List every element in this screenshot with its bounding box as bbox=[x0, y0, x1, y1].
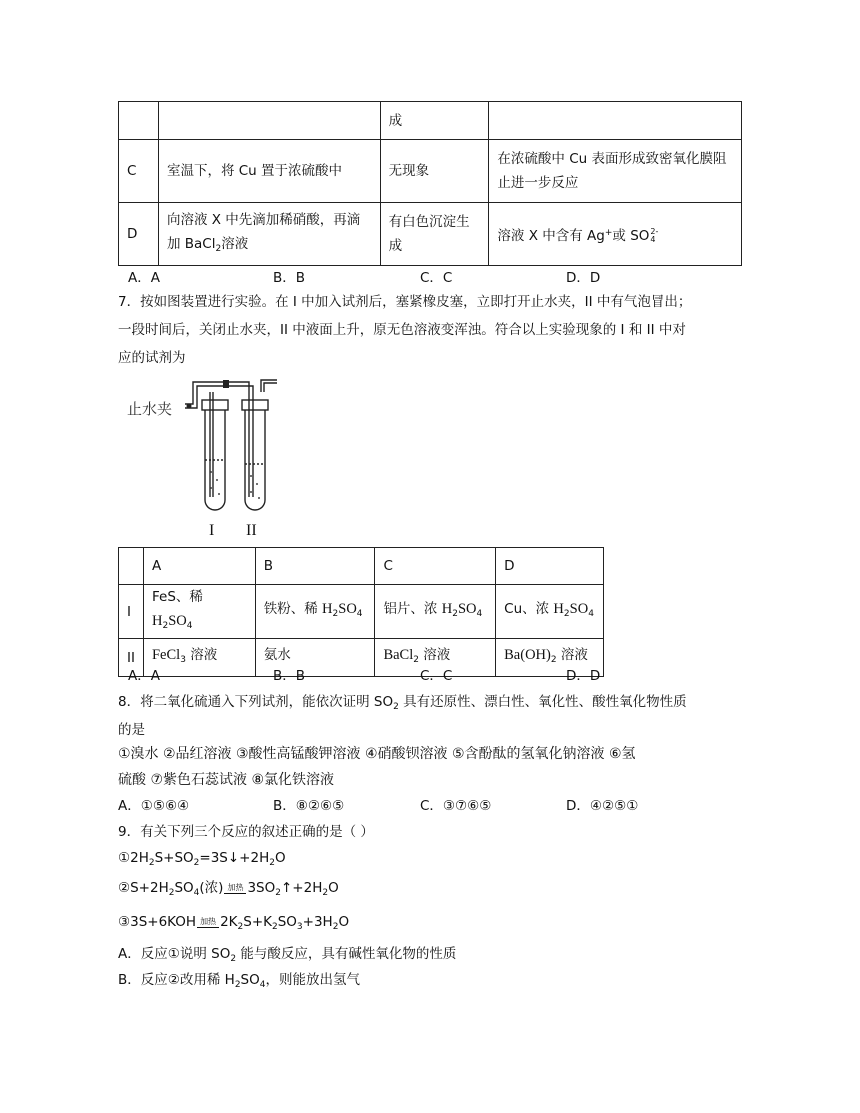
cell-text: 铁粉、稀 bbox=[263, 601, 323, 617]
condition-text: 加热 bbox=[227, 882, 244, 892]
q7-table bbox=[118, 547, 604, 677]
cell-text: 氨水 bbox=[263, 647, 291, 663]
subscript: 4 bbox=[193, 888, 200, 898]
table-cell bbox=[489, 203, 742, 266]
q8-stem-line-2: 的是 bbox=[118, 722, 145, 738]
reaction-1 bbox=[118, 848, 286, 873]
reaction-condition bbox=[197, 917, 219, 928]
table-cell bbox=[143, 585, 255, 639]
q6-table bbox=[118, 101, 742, 266]
equation-part: SO bbox=[277, 914, 297, 930]
q7-stem-line-3: 应的试剂为 bbox=[118, 350, 186, 366]
table-cell bbox=[158, 102, 380, 140]
table-cell: 成 bbox=[380, 102, 489, 140]
q7-stem-line-1: 7．按如图装置进行实验。在 I 中加入试剂后，塞紧橡皮塞，立即打开止水夹，II 中有气泡冒出； bbox=[118, 294, 692, 310]
stem-text: 具有还原性、漂白性、氧化性、酸性氧化物性质 bbox=[398, 694, 687, 710]
equation-part: O bbox=[338, 914, 350, 930]
condition-text: 加热 bbox=[200, 916, 217, 926]
tube-label-1: I bbox=[209, 522, 215, 539]
equation-part: 2K bbox=[220, 914, 238, 930]
table-header: B bbox=[255, 548, 375, 585]
table-row bbox=[119, 203, 742, 266]
option-b[interactable]: B．B bbox=[273, 668, 306, 684]
cell-text: FeS、稀 bbox=[151, 589, 203, 605]
clamp-label: 止水夹 bbox=[127, 400, 173, 418]
stem-text: 8．将二氧化硫通入下列试剂，能依次证明 SO bbox=[118, 694, 394, 710]
option-d[interactable]: D．D bbox=[566, 668, 601, 684]
subscript: 2 bbox=[452, 609, 458, 619]
option-d[interactable]: D．D bbox=[566, 270, 601, 286]
q8-reagents-line-2: 硫酸 ⑦紫色石蕊试液 ⑧氯化铁溶液 bbox=[118, 772, 335, 788]
superscript: 2- bbox=[650, 226, 659, 236]
cell-text: Cu、浓 bbox=[504, 601, 554, 617]
subscript: 2 bbox=[563, 609, 570, 619]
equation-part: ②S+2H bbox=[118, 880, 169, 896]
option-c[interactable]: C．③⑦⑥⑤ bbox=[420, 798, 492, 814]
subscript: 2 bbox=[332, 922, 339, 932]
cell-text: 或 SO bbox=[612, 227, 650, 244]
subscript: 4 bbox=[588, 609, 594, 619]
q8-options bbox=[118, 796, 758, 816]
table-cell: 室温下，将 Cu 置于浓硫酸中 bbox=[158, 140, 380, 203]
q8-reagents-line-1: ①溴水 ②品红溶液 ③酸性高锰酸钾溶液 ④硝酸钡溶液 ⑤含酚酞的氢氧化钠溶液 ⑥氢 bbox=[118, 746, 636, 762]
equation-part: O bbox=[274, 850, 286, 866]
subscript: 4 bbox=[356, 609, 363, 619]
option-a[interactable]: A．①⑤⑥④ bbox=[118, 798, 190, 814]
subscript: 4 bbox=[476, 609, 483, 619]
option-a[interactable]: A．A bbox=[128, 668, 160, 684]
formula: H bbox=[322, 601, 333, 617]
option-a[interactable]: A．A bbox=[128, 270, 160, 286]
formula: SO bbox=[168, 613, 187, 629]
q7-stem-line-2: 一段时间后，关闭止水夹，II 中液面上升，原无色溶液变浑浊。符合以上实验现象的 I 和 II 中对 bbox=[118, 322, 686, 338]
option-b[interactable]: B．⑧②⑥⑤ bbox=[273, 798, 345, 814]
subscript: 2 bbox=[332, 609, 339, 619]
cell-text: 溶液 X 中含有 Ag bbox=[497, 227, 605, 244]
table-cell bbox=[489, 102, 742, 140]
subscript: 2 bbox=[162, 621, 169, 631]
table-header: C bbox=[375, 548, 496, 585]
cell-text: 溶液 bbox=[185, 647, 218, 663]
q9-option-a[interactable] bbox=[118, 944, 456, 969]
table-cell bbox=[119, 548, 144, 585]
q9-option-b[interactable] bbox=[118, 970, 360, 995]
reaction-3 bbox=[118, 912, 349, 937]
equation-part: 3SO bbox=[247, 880, 276, 896]
subscript: 2 bbox=[230, 954, 237, 964]
table-cell: 无现象 bbox=[380, 140, 489, 203]
subscript: 2 bbox=[234, 980, 241, 990]
subscript: 4 bbox=[186, 621, 193, 631]
formula: H bbox=[553, 601, 564, 617]
option-text: A．反应①说明 SO bbox=[118, 946, 231, 962]
subscript: 2 bbox=[271, 922, 278, 932]
table-cell: I bbox=[119, 585, 144, 639]
table-cell: D bbox=[119, 203, 159, 266]
subscript: 2 bbox=[168, 888, 175, 898]
formula: FeCl bbox=[151, 647, 181, 663]
equation-part: S+K bbox=[243, 914, 272, 930]
tube-label-2: II bbox=[246, 522, 257, 539]
option-text: ，则能放出氢气 bbox=[265, 972, 360, 988]
formula: SO bbox=[569, 601, 589, 617]
apparatus-figure bbox=[125, 372, 295, 544]
table-row bbox=[119, 102, 742, 140]
option-c[interactable]: C．C bbox=[420, 270, 453, 286]
q6-options bbox=[118, 268, 758, 288]
option-text: 能与酸反应，具有碱性氧化物的性质 bbox=[236, 946, 457, 962]
option-c[interactable]: C．C bbox=[420, 668, 453, 684]
equation-part: (浓) bbox=[199, 880, 224, 896]
subscript: 2 bbox=[215, 243, 222, 254]
table-cell bbox=[158, 203, 380, 266]
table-row bbox=[119, 585, 604, 639]
equation-part: SO bbox=[174, 880, 194, 896]
subscript: 2 bbox=[275, 888, 281, 898]
cell-text: 溶液 bbox=[418, 647, 451, 663]
subscript: 2 bbox=[322, 888, 329, 898]
cell-text: 铝片、浓 bbox=[383, 601, 442, 617]
subscript: 4 bbox=[259, 980, 266, 990]
subscript: 4 bbox=[650, 234, 656, 244]
equation-part: ↑+2H bbox=[280, 880, 323, 896]
cell-text: 向溶液 X 中先滴加稀硝酸，再滴加 BaCl bbox=[166, 211, 361, 252]
test-tubes-icon bbox=[125, 372, 295, 522]
subscript: 2 bbox=[148, 858, 155, 868]
table-cell: II bbox=[119, 639, 144, 677]
formula: H bbox=[441, 601, 453, 617]
subscript: 3 bbox=[296, 922, 303, 932]
subscript: 2 bbox=[193, 858, 200, 868]
equation-part: S+SO bbox=[154, 850, 194, 866]
table-row bbox=[119, 548, 604, 585]
table-cell bbox=[255, 585, 375, 639]
table-cell bbox=[496, 585, 604, 639]
table-header: D bbox=[496, 548, 604, 585]
q9-stem: 9．有关下列三个反应的叙述正确的是（ ） bbox=[118, 824, 374, 840]
equation-part: O bbox=[328, 880, 339, 896]
subscript: 2 bbox=[550, 655, 557, 665]
reaction-condition bbox=[224, 883, 246, 894]
option-text: SO bbox=[240, 972, 260, 988]
equation-part: =3S↓+2H bbox=[199, 850, 270, 866]
table-cell bbox=[375, 585, 496, 639]
formula: BaCl bbox=[383, 647, 414, 663]
formula: Ba(OH) bbox=[504, 647, 551, 663]
superscript: + bbox=[604, 227, 613, 238]
option-b[interactable]: B．B bbox=[273, 270, 306, 286]
subscript: 2 bbox=[393, 702, 399, 712]
equation-part: ①2H bbox=[118, 850, 149, 866]
option-d[interactable]: D．④②⑤① bbox=[566, 798, 639, 814]
table-row bbox=[119, 140, 742, 203]
reaction-2 bbox=[118, 878, 339, 903]
cell-text: 溶液 bbox=[221, 235, 249, 252]
q7-options bbox=[118, 666, 758, 686]
table-cell: C bbox=[119, 140, 159, 203]
table-header: A bbox=[143, 548, 255, 585]
table-cell: 在浓硫酸中 Cu 表面形成致密氧化膜阻止进一步反应 bbox=[489, 140, 742, 203]
table-cell bbox=[119, 102, 159, 140]
subscript: 2 bbox=[237, 922, 244, 932]
formula: SO bbox=[457, 601, 477, 617]
equation-part: +3H bbox=[302, 914, 333, 930]
formula: H bbox=[151, 613, 163, 629]
table-cell: 有白色沉淀生成 bbox=[380, 203, 489, 266]
subscript: 2 bbox=[413, 655, 419, 665]
cell-text: 溶液 bbox=[556, 647, 588, 663]
equation-part: ③3S+6KOH bbox=[118, 914, 197, 930]
subscript: 3 bbox=[180, 655, 186, 665]
option-text: B．反应②改用稀 H bbox=[118, 972, 235, 988]
q8-stem-line-1 bbox=[118, 692, 687, 717]
subscript: 2 bbox=[269, 858, 275, 868]
formula: SO bbox=[338, 601, 357, 617]
